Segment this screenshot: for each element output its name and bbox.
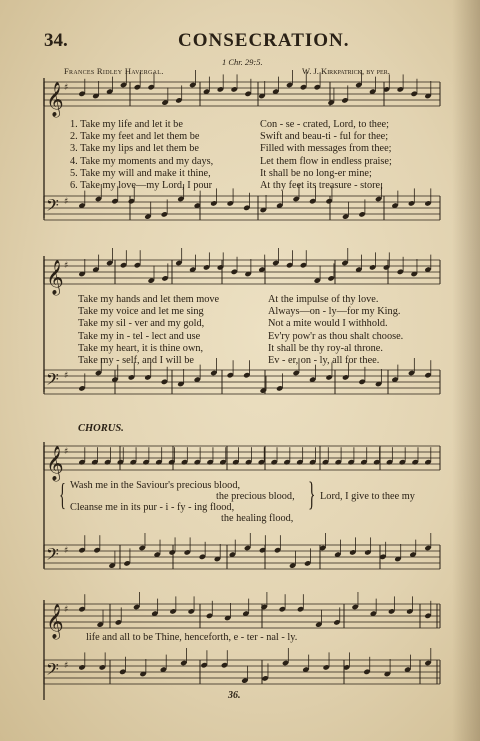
lyric-line: Take my - self, and I will be bbox=[78, 355, 194, 367]
author-credit: Frances Ridley Havergal. bbox=[64, 66, 164, 76]
lyric-line: 2. Take my feet and let them be bbox=[70, 131, 200, 143]
verse-block-1-right bbox=[260, 119, 392, 192]
hymn-number: 34. bbox=[44, 30, 68, 51]
chorus-right-text: Lord, I give to thee my bbox=[320, 491, 415, 502]
treble-clef-icon: 𝄞 bbox=[46, 604, 64, 639]
sharp-icon: ♯ bbox=[64, 546, 69, 556]
lyric-line: 3. Take my lips and let them be bbox=[70, 143, 199, 155]
chorus-line-1b: the precious blood, bbox=[216, 491, 295, 502]
chorus-final-line: life and all to be Thine, henceforth, e - ter - nal - ly. bbox=[86, 632, 298, 643]
lyric-line: Take my in - tel - lect and use bbox=[78, 330, 201, 342]
lyric-line: 1. Take my life and let it be bbox=[70, 119, 183, 130]
chorus-label: CHORUS. bbox=[78, 423, 124, 434]
treble-clef-icon: 𝄞 bbox=[46, 446, 64, 481]
treble-clef-icon: 𝄞 bbox=[46, 82, 64, 117]
lyric-line: Always—on - ly—for my King. bbox=[268, 306, 401, 318]
sharp-icon: ♯ bbox=[64, 197, 69, 207]
hymn-title: CONSECRATION. bbox=[178, 30, 350, 51]
sharp-icon: ♯ bbox=[64, 371, 69, 381]
lyric-line: Let them flow in endless praise; bbox=[260, 155, 392, 167]
lyric-line: 5. Take my will and make it thine, bbox=[70, 167, 211, 179]
sharp-icon: ♯ bbox=[64, 605, 69, 615]
sharp-icon: ♯ bbox=[64, 261, 69, 271]
lyric-line: Ev - er, on - ly, all for thee. bbox=[268, 355, 380, 367]
lyric-line: Ev'ry pow'r as thou shalt choose. bbox=[268, 330, 404, 342]
lyric-line: 4. Take my moments and my days, bbox=[70, 155, 214, 167]
bass-clef-icon: 𝄢 bbox=[46, 369, 59, 393]
lyric-line: Filled with messages from thee; bbox=[260, 143, 392, 155]
lyric-line: Con - se - crated, Lord, to thee; bbox=[260, 119, 389, 130]
lyric-line: 6. Take my love—my Lord, I pour bbox=[70, 180, 213, 192]
lyric-line: Take my hands and let them move bbox=[78, 294, 220, 305]
page-shadow bbox=[452, 0, 480, 741]
bass-clef-icon: 𝄢 bbox=[46, 659, 59, 683]
verse-block-1-left bbox=[70, 119, 213, 192]
sharp-icon: ♯ bbox=[64, 661, 69, 671]
bass-clef-icon: 𝄢 bbox=[46, 544, 59, 568]
chorus-line-2b: the healing flood, bbox=[221, 513, 294, 524]
lyric-line: It shall be thy roy-al throne. bbox=[268, 342, 383, 354]
sharp-icon: ♯ bbox=[64, 83, 69, 93]
sharp-icon: ♯ bbox=[64, 447, 69, 457]
lyric-line: Take my sil - ver and my gold, bbox=[78, 318, 205, 330]
verse-block-2-left bbox=[78, 294, 219, 367]
lyric-line: Take my heart, it is thine own, bbox=[78, 342, 204, 354]
chorus-line-2: Cleanse me in its pur - i - fy - ing flood, bbox=[70, 502, 235, 513]
lyric-line: It shall be no long-er mine; bbox=[260, 167, 372, 179]
chorus-line-1: Wash me in the Saviour's precious blood, bbox=[70, 480, 241, 491]
lyric-line: Not a mite would I withhold. bbox=[268, 318, 388, 330]
brace-right: } bbox=[308, 476, 316, 513]
treble-clef-icon: 𝄞 bbox=[46, 260, 64, 295]
lyric-line: Take my voice and let me sing bbox=[78, 306, 204, 318]
scripture-reference: 1 Chr. 29:5. bbox=[222, 57, 263, 67]
verse-block-2-right bbox=[268, 294, 403, 367]
bass-clef-icon: 𝄢 bbox=[46, 195, 59, 219]
lyric-line: At the impulse of thy love. bbox=[268, 294, 379, 305]
composer-credit: W. J. Kirkpatrick, by per. bbox=[302, 66, 390, 76]
lyric-line: Swift and beau-ti - ful for thee; bbox=[260, 131, 389, 143]
page-number: 36. bbox=[228, 690, 241, 701]
lyric-line: At thy feet its treasure - store; bbox=[260, 180, 383, 192]
brace-left: { bbox=[59, 476, 66, 512]
